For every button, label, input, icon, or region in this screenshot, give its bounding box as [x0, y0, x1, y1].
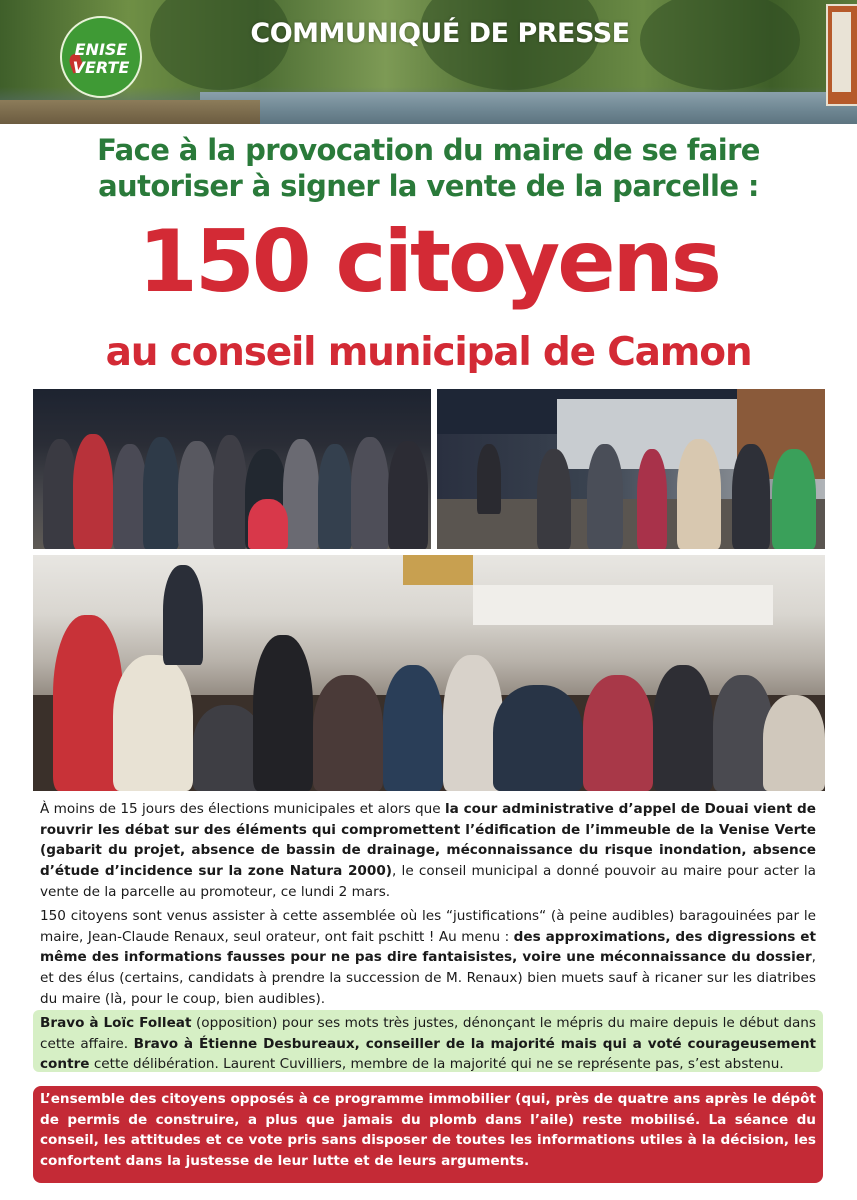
headline-big: 150 citoyens — [138, 212, 719, 312]
paragraph-citizens — [40, 906, 816, 1010]
council-meeting-photo — [33, 555, 825, 791]
logo-line1: ENISE — [74, 40, 128, 59]
banner-signpost — [826, 4, 857, 106]
paragraph-bold: la cour administrative d’appel de Douai vient de rouvrir les débat sur des éléments qui compromettent l’édification de l’immeuble de la Venise Verte (gabarit du projet, absence de bassin de drainage, méconnaissance du risque inondation, absence d’étude d’incidence sur la zone Natura 2000) — [40, 801, 816, 880]
headline-line1: Face à la provocation du maire de se faire — [97, 133, 760, 167]
paragraph-bold: des approximations, des digressions et même des informations fausses pour ne pas dire fantaisistes, voire une méconnaissance du dossier — [40, 928, 816, 966]
paragraph-elections — [40, 799, 816, 903]
venise-verte-logo — [60, 16, 142, 98]
paragraph-bravo — [40, 1013, 816, 1075]
street-walk-photo — [437, 389, 825, 549]
outdoor-crowd-photo — [33, 389, 431, 549]
paragraph-text: , le conseil municipal a donné pouvoir au maire pour acter la vente de la parcelle au promoteur, ce lundi 2 mars. — [40, 863, 816, 900]
paragraph-text: À moins de 15 jours des élections municipales et alors que — [40, 801, 445, 817]
paragraph-text: , et des élus (certains, candidats à prendre la succession de M. Renaux) bien muets sauf à ricaner sur les diatribes du maire (là, pour le coup, bien audibles). — [40, 949, 816, 1007]
banner-riverbank — [0, 100, 260, 124]
press-release-title: COMMUNIQUÉ DE PRESSE — [250, 18, 630, 49]
paragraph-mobilisation: L’ensemble des citoyens opposés à ce programme immobilier (qui, près de quatre ans après le dépôt de permis de construire, a plus que jamais du plomb dans l’aile) reste mobilisé. La séance du conseil, les attitudes et ce vote pris sans disposer de toutes les informations utiles à la décision, les confortent dans la justesse de leur lutte et de leurs arguments. — [40, 1091, 816, 1170]
headline-sub: au conseil municipal de Camon — [105, 330, 752, 375]
paragraph-bold: Bravo à Étienne Desbureaux, conseiller de la majorité mais qui a voté courageusement contre — [40, 1035, 816, 1073]
paragraph-text: (opposition) pour ses mots très justes, dénonçant le mépris du maire depuis le début dans cette affaire. — [40, 1015, 817, 1052]
logo-line2: VERTE — [72, 58, 130, 77]
banner-water — [200, 92, 857, 124]
banner-foliage — [640, 0, 800, 90]
headline-line2: autoriser à signer la vente de la parcelle : — [98, 169, 759, 203]
header-banner — [0, 0, 857, 124]
paragraph-text: 150 citoyens sont venus assister à cette assemblée où les “justifications“ (à peine audibles) baragouinées par le maire, Jean-Claude Renaux, seul orateur, ont fait pschitt ! Au menu : — [40, 908, 816, 945]
paragraph-bold: Bravo à Loïc Folleat — [40, 1015, 192, 1031]
paragraph-text: cette délibération. Laurent Cuvilliers, membre de la majorité qui ne se représente pas, s’est abstenu. — [89, 1056, 784, 1073]
